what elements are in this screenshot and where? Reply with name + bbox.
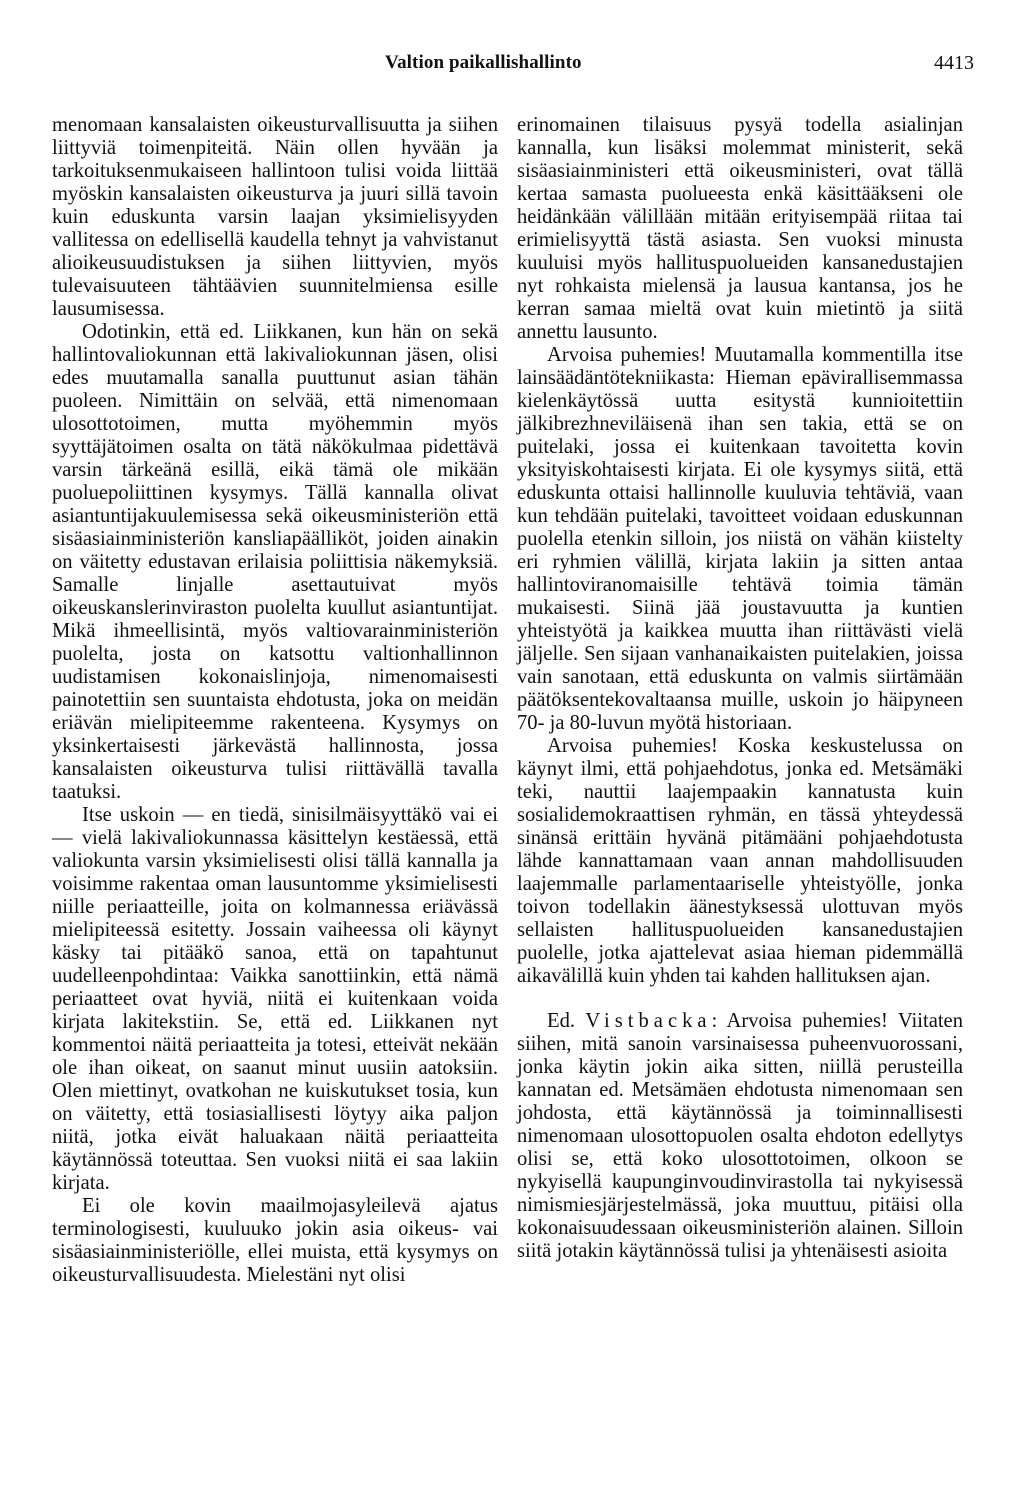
speech-text: : Arvoisa puhemies! Viitaten siihen, mitä sanoin varsinaisessa puheenvuorossani, jonka käytin jokin aika sitten, niillä perusteilla kannatan ed. Metsämäen ehdotusta nimenomaan sen johdosta, että käytännössä ja toiminnallisesti nimenomaan ulosottopuolen osalta ehdoton edellytys olisi se, että koko ulosottotoimen, olkoon se nykyisellä kaupunginvoudinvirastolla tai nykyisessä nimismiesjärjestelmässä, joka muuttuu, pitäisi olla kokonaisuudessaan oikeusministeriön alainen. Silloin siitä jotakin käytännössä tulisi ja yhtenäisesti asioita [517, 1010, 963, 1262]
right-column [517, 114, 963, 1263]
speaker-name: Vistbacka [585, 1010, 712, 1032]
running-title: Valtion paikallishallinto [385, 52, 582, 73]
paragraph: Itse uskoin — en tiedä, sinisilmäisyyttäkö vai ei — vielä lakivaliokunnassa käsittelyn kestäessä, että valiokunta varsin yksimielisesti olisi tällä kannalla ja voisimme rakentaa oman lausuntomme yksimielisesti niille periaatteille, joita on kolmannessa eriävässä mielipiteessä esitetty. Jossain vaiheessa oli käynyt käsky tai pitääkö sanoa, että on tapahtunut uudelleenpohdintaa: Vaikka sanottiinkin, että nämä periaatteet ovat hyviä, niitä ei kuitenkaan voida kirjata lakitekstiin. Se, että ed. Liikkanen nyt kommentoi näitä periaatteita ja totesi, etteivät nekään ole ihan oikeat, on saanut minut uusiin aatoksiin. Olen miettinyt, ovatkohan ne kuiskutukset tosia, kun on väitetty, että tosiasiallisesti löytyy aika paljon niitä, jotka eivät haluakaan näitä periaatteita käytännössä toteuttaa. Sen vuoksi niitä ei saa lakiin kirjata. [52, 804, 498, 1194]
paragraph: erinomainen tilaisuus pysyä todella asialinjan kannalla, kun lisäksi molemmat ministerit, sekä sisäasiainministeri että oikeusministeri, ovat tällä kertaa samasta puolueesta enkä käsittääkseni ole heidänkään välillään mitään erityisempää riitaa tai erimielisyyttä tästä asiasta. Sen vuoksi minusta kuuluisi myös hallituspuolueiden kansanedustajien nyt rohkaista mielensä ja lausua kantansa, jos he kerran samaa mieltä ovat kuin mietintö ja siitä annettu lausunto. [517, 114, 963, 343]
running-head [0, 52, 1024, 82]
paragraph: menomaan kansalaisten oikeusturvallisuutta ja siihen liittyviä toimenpiteitä. Näin ollen hyvään ja tarkoituksenmukaiseen hallintoon tulisi voida liittää myöskin kansalaisten oikeusturva ja juuri sillä tavoin kuin eduskunta varsin laajan yksimielisyyden vallitessa on edellisellä kaudella tehnyt ja vahvistanut alioikeusuudistuksen ja siihen liittyvien, myös tulevaisuuteen tähtäävien suunnitelmiensa esille lausumisessa. [52, 114, 498, 320]
speech-prefix: Ed. [547, 1010, 576, 1032]
paragraph: Odotinkin, että ed. Liikkanen, kun hän on sekä hallintovaliokunnan että lakivaliokunnan jäsen, olisi edes muutamalla sanalla puuttunut asian tähän puoleen. Nimittäin on selvää, että nimenomaan ulosottotoimen, mutta myöhemmin myös syyttäjätoimen osalta on tätä näkökulmaa pidettävä varsin tärkeänä esillä, eikä tämä ole mikään puoluepoliittinen kysymys. Tällä kannalla olivat asiantuntijakuulemisessa sekä oikeusministeriön että sisäasiainministeriön kansliapäälliköt, joiden ainakin on väitetty edustavan erilaisia poliittisia näkemyksiä. Samalle linjalle asettautuivat myös oikeuskanslerinviraston puolelta kuullut asiantuntijat. Mikä ihmeellisintä, myös valtiovarainministeriön puolelta, josta on katsottu valtionhallinnon uudistamisen kokonaislinjoja, nimenomaisesti painotettiin sen suuntaista ehdotusta, joka on meidän eriävän mielipiteemme rakenteena. Kysymys on yksinkertaisesti järkevästä hallinnosta, jossa kansalaisten oikeusturva tulisi riittävällä tavalla taatuksi. [52, 321, 498, 803]
left-column [52, 114, 498, 1287]
paragraph: Ei ole kovin maailmojasyleilevä ajatus terminologisesti, kuuluuko jokin asia oikeus- vai sisäasiainministeriölle, ellei muista, että kysymys on oikeusturvallisuudesta. Mielestäni nyt olisi [52, 1195, 498, 1286]
speech-paragraph [517, 1010, 963, 1263]
paragraph: Arvoisa puhemies! Muutamalla kommentilla itse lainsäädäntötekniikasta: Hieman epävirallisemmassa kielenkäytössä uutta esitystä kunnioitettiin jälkibrezhneviläisenä ihan sen takia, että se on puitelaki, jossa ei kuitenkaan tavoitetta kovin yksityiskohtaisesti kirjata. Ei ole kysymys siitä, että eduskunta ottaisi hallinnolle kuuluvia tehtäviä, vaan kun tehdään puitelaki, tavoitteet voidaan eduskunnan puolella etenkin silloin, jos niistä on vähän kiistelty eri ryhmien välillä, kirjata lakiin ja sitten antaa hallintoviranomaisille tehtävä toimia tämän mukaisesti. Siinä jää joustavuutta ja kuntien yhteistyötä ja kaikkea muutta ihan riittävästi vielä jäljelle. Sen sijaan vanhanaikaisten puitelakien, joissa vain sanotaan, että eduskunta on valmis siirtämään päätöksentekovaltaansa muille, uskoin jo häipyneen 70- ja 80-luvun myötä historiaan. [517, 344, 963, 734]
page-number: 4413 [934, 52, 974, 74]
paragraph: Arvoisa puhemies! Koska keskustelussa on käynyt ilmi, että pohjaehdotus, jonka ed. Metsämäki teki, nauttii laajempaakin kannatusta kuin sosialidemokraattisen ryhmän, en tässä yhteydessä sinänsä erittäin hyvänä pitämääni pohjaehdotusta lähde kannattamaan vaan annan mahdollisuuden laajemmalle parlamentaariselle yhteistyölle, jonka toivon todellakin äänestyksessä ulottuvan myös sellaisten hallituspuolueiden kansanedustajien puolelle, jotka ajattelevat asiaa hieman pidemmällä aikavälillä kuin yhden tai kahden hallituksen ajan. [517, 735, 963, 987]
